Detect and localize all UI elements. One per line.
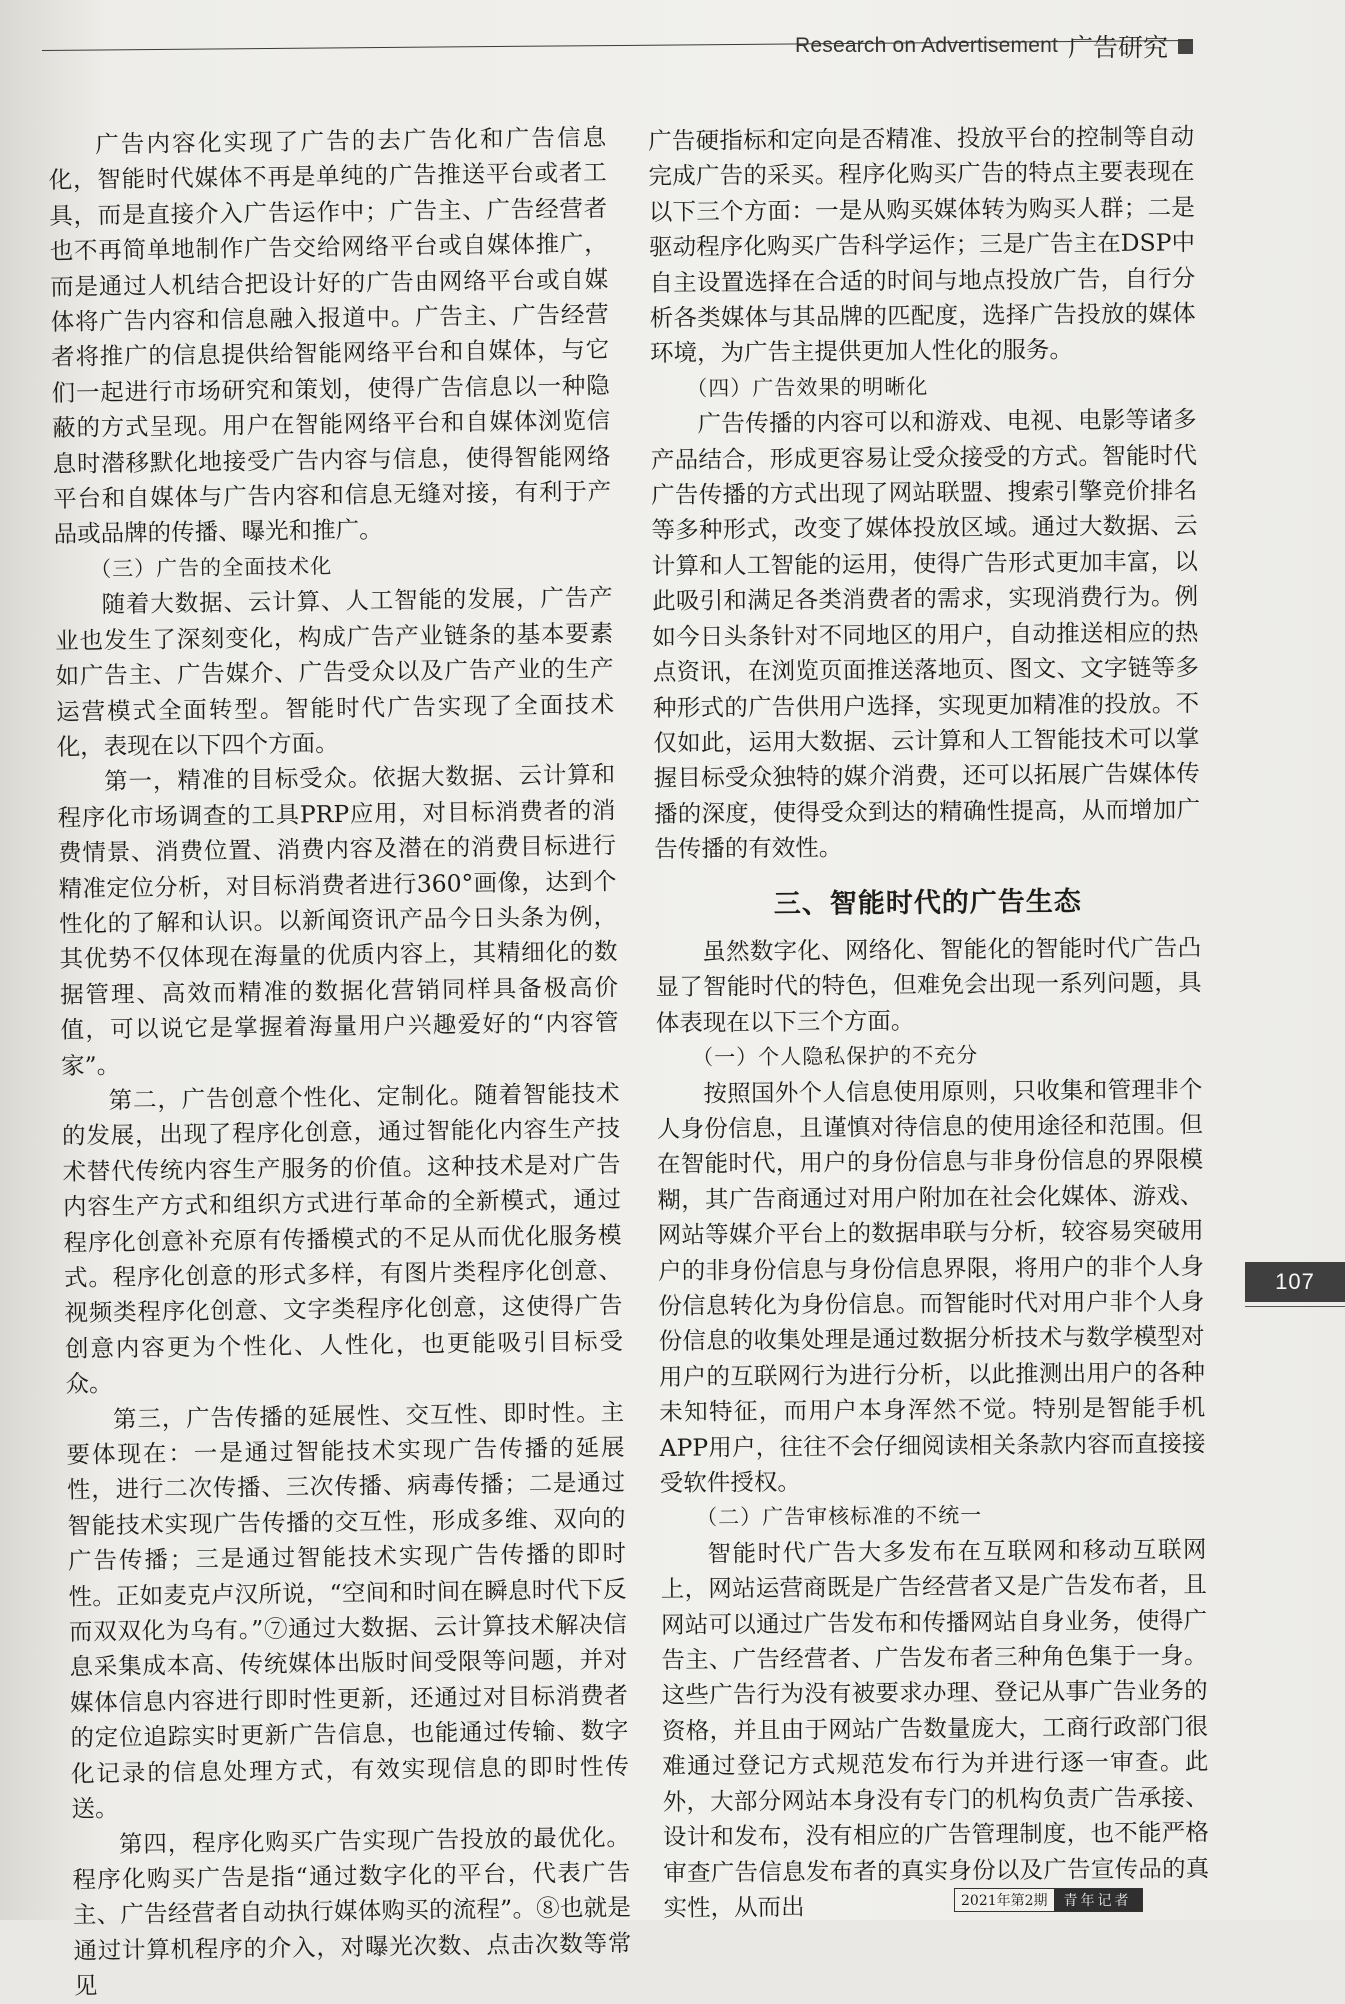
paragraph: 随着大数据、云计算、人工智能的发展，广告产业也发生了深刻变化，构成广告产业链条的基本要素如广告主、广告媒介、广告受众以及广告产业的生产运营模式全面转型。智能时代广告实现了全面技术化，表现在以下四个方面。: [54, 583, 615, 761]
header-english-title: Research on Advertisement: [795, 34, 1058, 57]
subheading: （二）广告审核标准的不统一: [696, 1503, 983, 1531]
paragraph: 第一，精准的目标受众。依据大数据、云计算和程序化市场调查的工具PRP应用，对目标消费者的消费情景、消费位置、消费内容及潜在的消费目标进行精准定位分析，对目标消费者进行360°画像，达到个性化的了解和认识。以新闻资讯产品今日头条为例，其优势不仅体现在海量的优质内容上，其精细化的数据管理、高效而精准的数据化营销同样具备极高价值，可以说它是掌握着海量用户兴趣爱好的“内容管家”。: [57, 760, 619, 1080]
paragraph: 第三，广告传播的延展性、交互性、即时性。主要体现在：一是通过智能技术实现广告传播的延展性，进行二次传播、三次传播、病毒传播；二是通过智能技术实现广告传播的交互性，形成多维、双向的广告传播；三是通过智能技术实现广告传播的即时性。正如麦克卢汉所说，“空间和时间在瞬息时代下反而双双化为乌有。”⑦通过大数据、云计算技术解决信息采集成本高、传统媒体出版时间受限等问题，并对媒体信息内容进行即时性更新，还通过对目标消费者的定位追踪实时更新广告信息，也能通过传输、数字化记录的信息处理方式，有效实现信息的即时性传送。: [66, 1397, 630, 1823]
paragraph: 按照国外个人信息使用原则，只收集和管理非个人身份信息，且谨慎对待信息的使用途径和范围。但在智能时代，用户的身份信息与非身份信息的界限模糊，其广告商通过对用户附加在社会化媒体、游戏、网站等媒介平台上的数据串联与分析，较容易突破用户的非身份信息与身份信息界限，将用户的非个人身份信息转化为身份信息。而智能时代对用户非个人身份信息的收集处理是通过数据分析技术与数学模型对用户的互联网行为进行分析，以此推测出用户的各种未知特征，而用户本身浑然不觉。特别是智能手机APP用户，往往不会仔细阅读相关条款内容而直接接受软件授权。: [656, 1074, 1206, 1497]
paragraph: 第四，程序化购买广告实现广告投放的最优化。程序化购买广告是指“通过数字化的平台，代表广告主、广告经营者自动执行媒体购买的流程”。⑧也就是通过计算机程序的介入，对曝光次数、点击次数等常见: [72, 1822, 632, 2000]
section-heading: 三、智能时代的广告生态: [773, 885, 1082, 920]
subheading: （四）广告效果的明晰化: [686, 374, 929, 401]
page-number-rule: [1245, 1306, 1345, 1307]
left-column: [48, 120, 632, 2004]
subheading: （一）个人隐私保护的不充分: [692, 1043, 979, 1070]
paragraph: 第二，广告创意个性化、定制化。随着智能技术的发展，出现了程序化创意，通过智能化内容生产技术替代传统内容生产服务的价值。这种技术是对广告内容生产方式和组织方式进行革命的全新模式，通过程序化创意补充原有传播模式的不足从而优化服务模式。程序化创意的形式多样，有图片类程序化创意、视频类程序化创意、文字类程序化创意，这使得广告创意内容更为个性化、人性化，也更能吸引目标受众。: [61, 1079, 624, 1399]
paragraph: 虽然数字化、网络化、智能化的智能时代广告凸显了智能时代的特色，但难免会出现一系列问题，具体表现在以下三个方面。: [655, 933, 1202, 1037]
running-header: [795, 28, 1193, 64]
subheading: （三）广告的全面技术化: [89, 553, 333, 582]
footer-issue: 2021年第2期: [955, 1889, 1054, 1911]
header-chinese-title: 广告研究: [1067, 34, 1168, 62]
paragraph: 广告传播的内容可以和游戏、电视、电影等诸多产品结合，形成更容易让受众接受的方式。智能时代广告传播的方式出现了网站联盟、搜索引擎竞价排名等多种形式，改变了媒体投放区域。通过大数据、云计算和人工智能的运用，使得广告形式更加丰富，以此吸引和满足各类消费者的需求，实现消费行为。例如今日头条针对不同地区的用户，自动推送相应的热点资讯，在浏览页面推送落地页、图文、文字链等多种形式的广告供用户选择，实现更加精准的投放。不仅如此，运用大数据、云计算和人工智能技术可以掌握目标受众独特的媒介消费，还可以拓展广告媒体传播的深度，使得受众到达的精确性提高，从而增加广告传播的有效性。: [650, 405, 1201, 864]
paragraph: 广告内容化实现了广告的去广告化和广告信息化，智能时代媒体不再是单纯的广告推送平台或者工具，而是直接介入广告运作中；广告主、广告经营者也不再简单地制作广告交给网络平台或自媒体推广，而是通过人机结合把设计好的广告由网络平台或自媒体将广告内容和信息融入报道中。广告主、广告经营者将推广的信息提供给智能网络平台和自媒体，与它们一起进行市场研究和策划，使得广告信息以一种隐蔽的方式呈现。用户在智能网络平台和自媒体浏览信息时潜移默化地接受广告内容与信息，使得智能网络平台和自媒体与广告内容和信息无缝对接，有利于产品或品牌的传播、曝光和推广。: [48, 123, 612, 549]
page-number: 107: [1245, 1262, 1345, 1302]
footer-magazine-logo: 青年记者: [1054, 1889, 1142, 1911]
footer: [954, 1888, 1143, 1912]
paragraph: 智能时代广告大多发布在互联网和移动互联网上，网站运营商既是广告经营者又是广告发布者，且网站可以通过广告发布和传播网站自身业务，使得广告主、广告经营者、广告发布者三种角色集于一身。这些广告行为没有被要求办理、登记从事广告业务的资格，并且由于网站广告数量庞大，工商行政部门很难通过登记方式规范发布行为并进行逐一审查。此外，大部分网站本身没有专门的机构负责广告承接、设计和发布，没有相应的广告管理制度，也不能严格审查广告信息发布者的真实身份以及广告宣传品的真实性，从而出: [660, 1535, 1210, 1922]
paragraph: 广告硬指标和定向是否精准、投放平台的控制等自动完成广告的采买。程序化购买广告的特点主要表现在以下三个方面：一是从购买媒体转为购买人群；二是驱动程序化购买广告科学运作；三是广告主在DSP中自主设置选择在合适的时间与地点投放广告，自行分析各类媒体与其品牌的匹配度，选择广告投放的媒体环境，为广告主提供更加人性化的服务。: [648, 122, 1196, 368]
right-column: [648, 119, 1210, 1926]
